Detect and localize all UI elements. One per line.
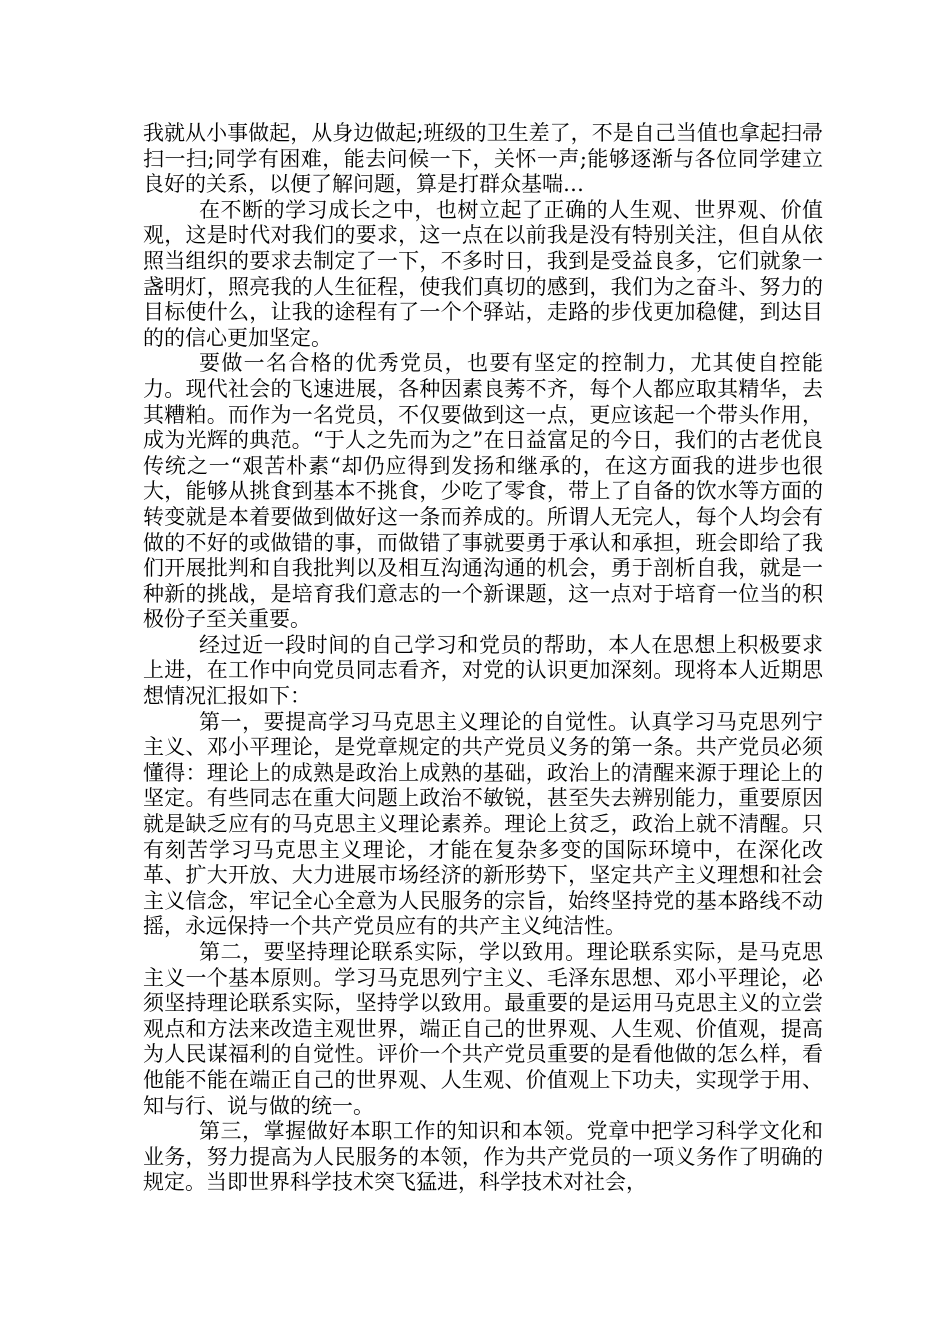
paragraph-1: 我就从小事做起，从身边做起;班级的卫生差了，不是自己当值也拿起扫帚扫一扫;同学有困难，能去问候一下，关怀一声;能够逐渐与各位同学建立良好的关系，以便了解问题，算是打群众基喘… bbox=[143, 121, 823, 197]
document-page bbox=[143, 121, 823, 1196]
paragraph-7: 第三，掌握做好本职工作的知识和本领。党章中把学习科学文化和业务，努力提高为人民服务的本领，作为共产党员的一项义务作了明确的规定。当即世界科学技术突飞猛进，科学技术对社会， bbox=[143, 1119, 823, 1195]
paragraph-6: 第二，要坚持理论联系实际，学以致用。理论联系实际，是马克思主义一个基本原则。学习马克思列宁主义、毛泽东思想、邓小平理论，必须坚持理论联系实际，坚持学以致用。最重要的是运用马克思主义的立尝观点和方法来改造主观世界，端正自己的世界观、人生观、价值观，提高为人民谋福利的自觉性。评价一个共产党员重要的是看他做的怎么样，看他能不能在端正自己的世界观、人生观、价值观上下功夫，实现学于用、知与行、说与做的统一。 bbox=[143, 940, 823, 1118]
paragraph-4: 经过近一段时间的自己学习和党员的帮助，本人在思想上积极要求上进，在工作中向党员同志看齐，对党的认识更加深刻。现将本人近期思想情况汇报如下： bbox=[143, 632, 823, 709]
paragraph-5: 第一，要提高学习马克思主义理论的自觉性。认真学习马克思列宁主义、邓小平理论，是党章规定的共产党员义务的第一条。共产党员必须懂得：理论上的成熟是政治上成熟的基础，政治上的清醒来源于理论上的坚定。有些同志在重大问题上政治不敏锐，甚至失去辨别能力，重要原因就是缺乏应有的马克思主义理论素养。理论上贫乏，政治上就不清醒。只有刻苦学习马克思主义理论，才能在复杂多变的国际环境中，在深化改革、扩大开放、大力进展市场经济的新形势下，坚定共产主义理想和社会主义信念，牢记全心全意为人民服务的宗旨，始终坚持党的基本路线不动摇，永远保持一个共产党员应有的共产主义纯洁性。 bbox=[143, 709, 823, 939]
paragraph-2: 在不断的学习成长之中，也树立起了正确的人生观、世界观、价值观，这是时代对我们的要求，这一点在以前我是没有特别关注，但自从依照当组织的要求去制定了一下，不多时日，我到是受益良多，它们就象一盏明灯，照亮我的人生征程，使我们真切的感到，我们为之奋斗、努力的目标使什么，让我的途程有了一个个驿站，走路的步伐更加稳健，到达目的的信心更加坚定。 bbox=[143, 197, 823, 350]
paragraph-3: 要做一名合格的优秀党员，也要有坚定的控制力，尤其使自控能力。现代社会的飞速进展，各种因素良莠不齐，每个人都应取其精华，去其糟粕。而作为一名党员，不仅要做到这一点，更应该起一个带头作用，成为光辉的典范。“于人之先而为之”在日益富足的今日，我们的古老优良传统之一“艰苦朴素“却仍应得到发扬和继承的，在这方面我的进步也很大，能够从挑食到基本不挑食，少吃了零食，带上了自备的饮水等方面的转变就是本着要做到做好这一条而养成的。所谓人无完人，每个人均会有做的不好的或做错的事，而做错了事就要勇于承认和承担，班会即给了我们开展批判和自我批判以及相互沟通沟通的机会，勇于剖析自我，就是一种新的挑战，是培育我们意志的一个新课题，这一点对于培育一位当的积极份子至关重要。 bbox=[143, 351, 823, 632]
